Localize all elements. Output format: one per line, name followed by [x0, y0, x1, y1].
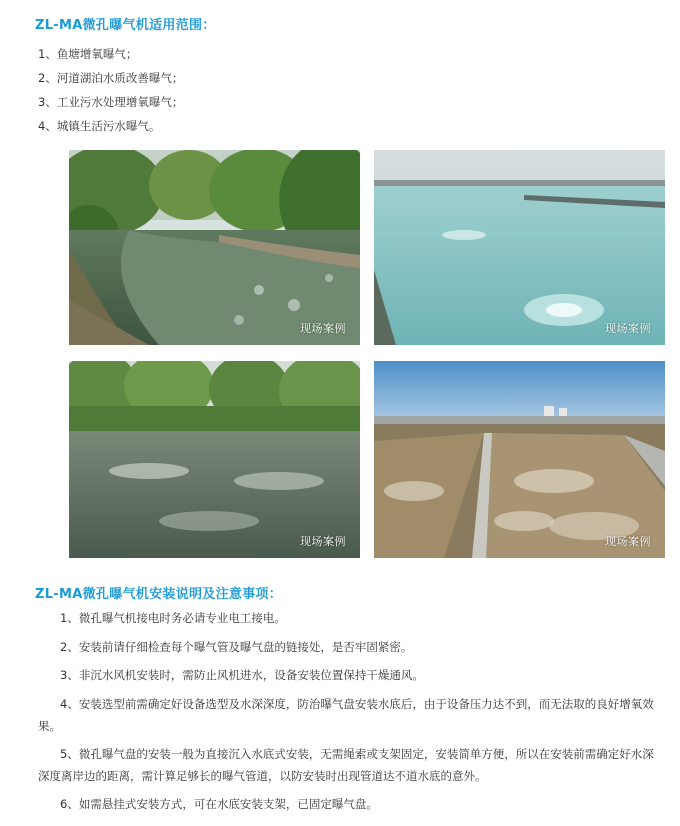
- pond-scene-image: [69, 361, 360, 558]
- install-note: 2、安装前请仔细检查每个曝气管及曝气盘的链接处，是否牢固紧密。: [60, 639, 413, 654]
- install-note: 6、如需悬挂式安装方式，可在水底安装支架，已固定曝气盘。: [60, 796, 378, 811]
- install-note: 3、非沉水风机安装时，需防止风机进水，设备安装位置保持干燥通风。: [60, 668, 424, 682]
- photo-caption: 现场案例: [605, 322, 651, 335]
- lagoon-scene-image: [374, 150, 665, 345]
- install-note: 5、微孔曝气盘的安装一般为直接沉入水底式安装，无需绳索或支架固定，安装简单方便，所以在安装前需确定好水深深度离岸边的距离，需计算足够长的曝气管道，以防安装时出现管道达不道水底的意外。: [38, 746, 654, 783]
- install-title: ZL-MA微孔曝气机安装说明及注意事项：: [35, 587, 283, 602]
- scope-item: 4、城镇生活污水曝气。: [38, 119, 161, 133]
- scope-list: [38, 42, 183, 138]
- river-scene-image: [69, 150, 360, 345]
- photo-caption: 现场案例: [605, 535, 651, 548]
- lagoon-aeration-photo: [374, 150, 665, 345]
- tank-scene-image: [374, 361, 665, 558]
- photo-caption: 现场案例: [300, 535, 346, 548]
- scope-title: ZL-MA微孔曝气机适用范围：: [35, 18, 216, 33]
- pond-aeration-photo: [69, 361, 360, 558]
- scope-item: 3、工业污水处理增氧曝气；: [38, 95, 184, 109]
- treatment-tank-photo: [374, 361, 665, 558]
- photo-caption: 现场案例: [300, 322, 346, 335]
- install-note: 4、安装选型前需确定好设备选型及水深深度，防治曝气盘安装水底后，由于设备压力达不到，而无法取的良好增氧效果。: [38, 696, 654, 733]
- install-note: 1、微孔曝气机接电时务必请专业电工接电。: [60, 611, 286, 625]
- scope-item: 2、河道湖泊水质改善曝气；: [38, 71, 184, 85]
- scope-item: 1、鱼塘增氧曝气；: [38, 47, 138, 61]
- river-aeration-photo: [69, 150, 360, 345]
- install-notes: [38, 607, 660, 821]
